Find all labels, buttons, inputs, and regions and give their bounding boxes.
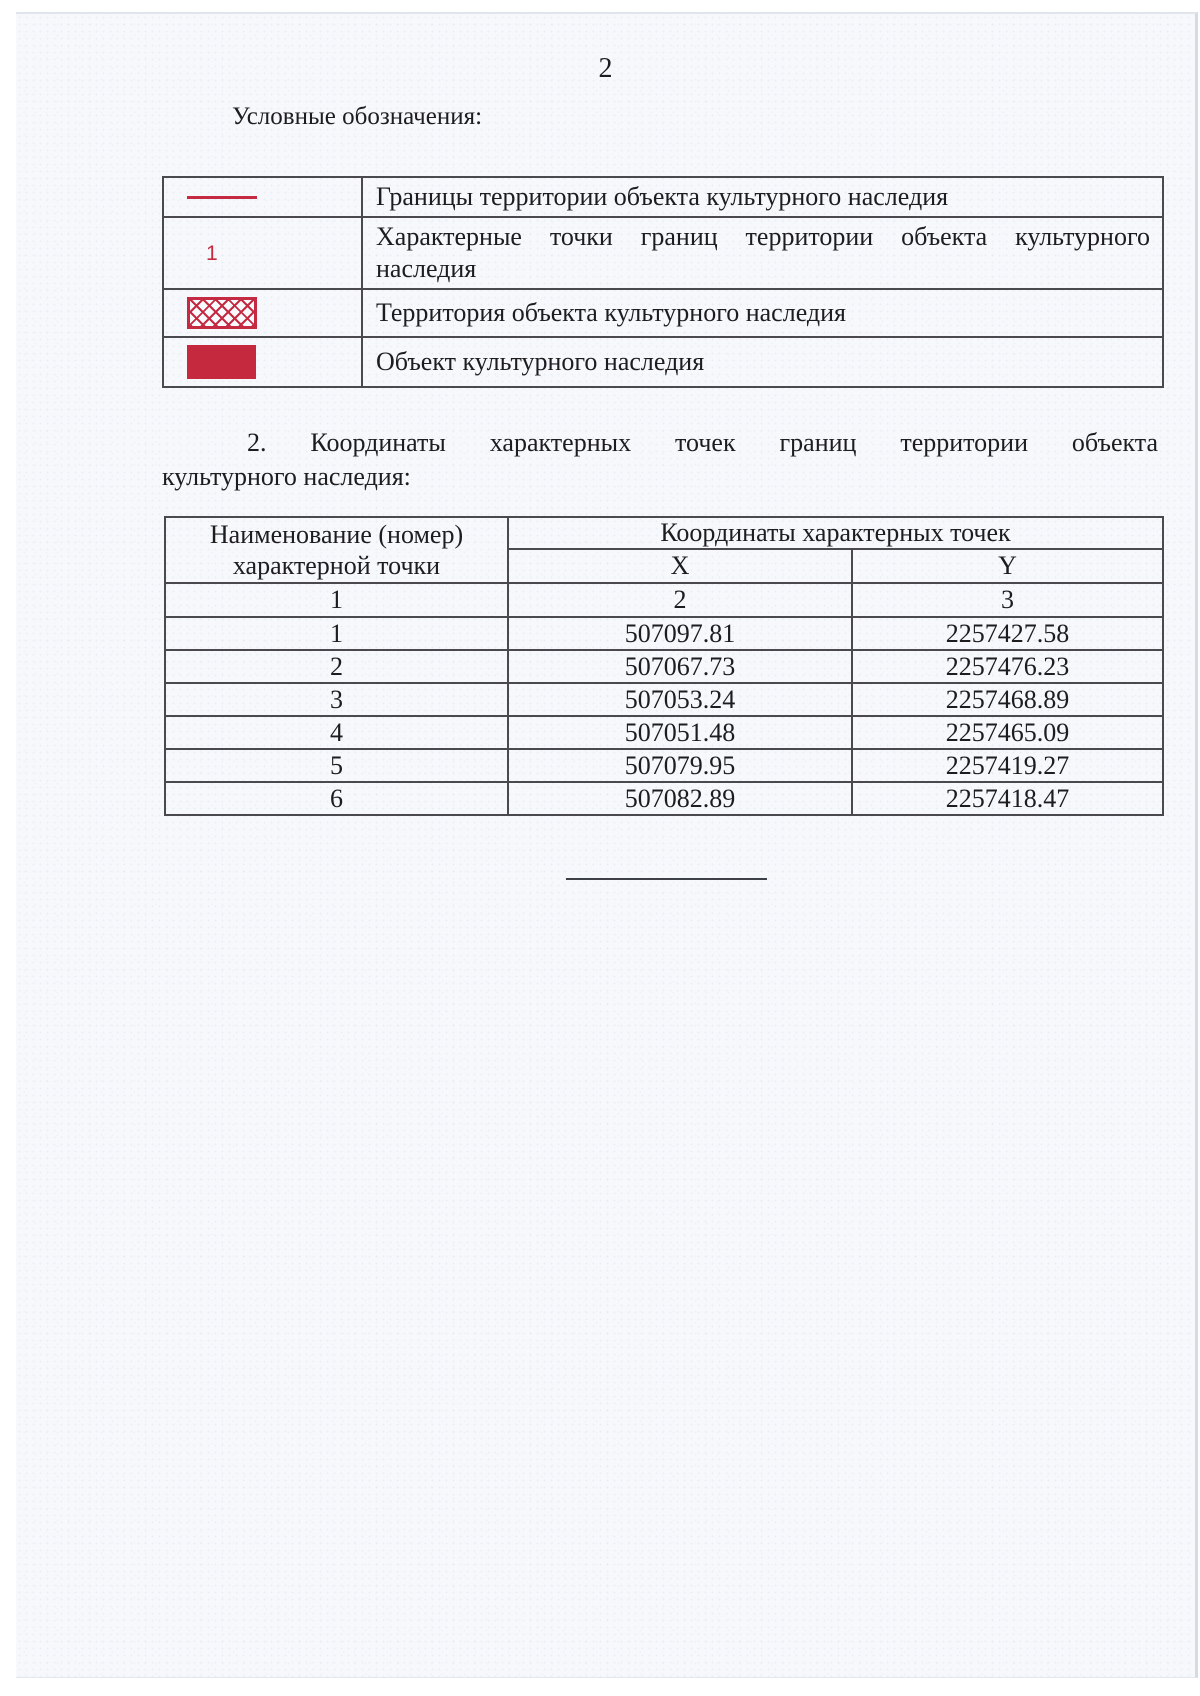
table-row bbox=[165, 683, 1163, 716]
coordinates-table bbox=[164, 516, 1164, 816]
x-coordinate-cell: 507053.24 bbox=[508, 683, 852, 716]
legend-label: Границы территории объекта культурного наследия bbox=[376, 182, 949, 211]
legend-row bbox=[163, 177, 1163, 217]
page-number: 2 bbox=[598, 53, 613, 84]
coordinates-group-header: Координаты характерных точек bbox=[508, 517, 1163, 549]
y-coordinate-cell: 2257476.23 bbox=[852, 650, 1163, 683]
territory-hatch-icon bbox=[187, 297, 257, 329]
legend-label: Объект культурного наследия bbox=[376, 347, 705, 376]
point-number-cell: 3 bbox=[165, 683, 508, 716]
column-numbering-row bbox=[165, 583, 1163, 617]
table-row bbox=[165, 749, 1163, 782]
column-number: 1 bbox=[165, 583, 508, 617]
point-number-icon: 1 bbox=[206, 241, 218, 265]
x-coordinate-cell: 507097.81 bbox=[508, 617, 852, 650]
boundary-line-icon bbox=[187, 196, 257, 199]
y-coordinate-cell: 2257465.09 bbox=[852, 716, 1163, 749]
legend-label: Территория объекта культурного наследия bbox=[376, 298, 846, 327]
table-row bbox=[165, 650, 1163, 683]
point-number-cell: 2 bbox=[165, 650, 508, 683]
point-number-cell: 1 bbox=[165, 617, 508, 650]
point-name-header bbox=[165, 517, 508, 583]
point-number-cell: 5 bbox=[165, 749, 508, 782]
point-name-header-line: Наименование (номер) bbox=[209, 520, 464, 549]
y-column-header: Y bbox=[852, 549, 1163, 583]
y-coordinate-cell: 2257468.89 bbox=[852, 683, 1163, 716]
table-row bbox=[165, 617, 1163, 650]
column-number: 3 bbox=[852, 583, 1163, 617]
legend-table bbox=[162, 176, 1164, 388]
x-coordinate-cell: 507051.48 bbox=[508, 716, 852, 749]
y-coordinate-cell: 2257419.27 bbox=[852, 749, 1163, 782]
x-column-header: X bbox=[508, 549, 852, 583]
section-paragraph-line: 2. Координаты характерных точек границ территории объекта bbox=[247, 428, 1158, 457]
section-paragraph bbox=[162, 426, 1158, 494]
footer-separator-line bbox=[566, 878, 767, 880]
point-number-cell: 4 bbox=[165, 716, 508, 749]
y-coordinate-cell: 2257418.47 bbox=[852, 782, 1163, 815]
x-coordinate-cell: 507079.95 bbox=[508, 749, 852, 782]
table-row bbox=[165, 782, 1163, 815]
coordinates-header-row bbox=[165, 517, 1163, 549]
x-coordinate-cell: 507067.73 bbox=[508, 650, 852, 683]
legend-heading: Условные обозначения: bbox=[232, 103, 483, 130]
section-paragraph-line: культурного наследия: bbox=[162, 462, 411, 491]
document-page bbox=[16, 12, 1198, 1678]
legend-row bbox=[163, 337, 1163, 387]
point-number-cell: 6 bbox=[165, 782, 508, 815]
x-coordinate-cell: 507082.89 bbox=[508, 782, 852, 815]
legend-row bbox=[163, 217, 1163, 289]
table-row bbox=[165, 716, 1163, 749]
heritage-object-icon bbox=[187, 345, 256, 379]
legend-label: Характерные точки границ территории объекта культурного bbox=[376, 222, 1150, 251]
y-coordinate-cell: 2257427.58 bbox=[852, 617, 1163, 650]
legend-label: наследия bbox=[376, 254, 477, 283]
column-number: 2 bbox=[508, 583, 852, 617]
legend-row bbox=[163, 289, 1163, 337]
point-name-header-line: характерной точки bbox=[232, 551, 441, 580]
